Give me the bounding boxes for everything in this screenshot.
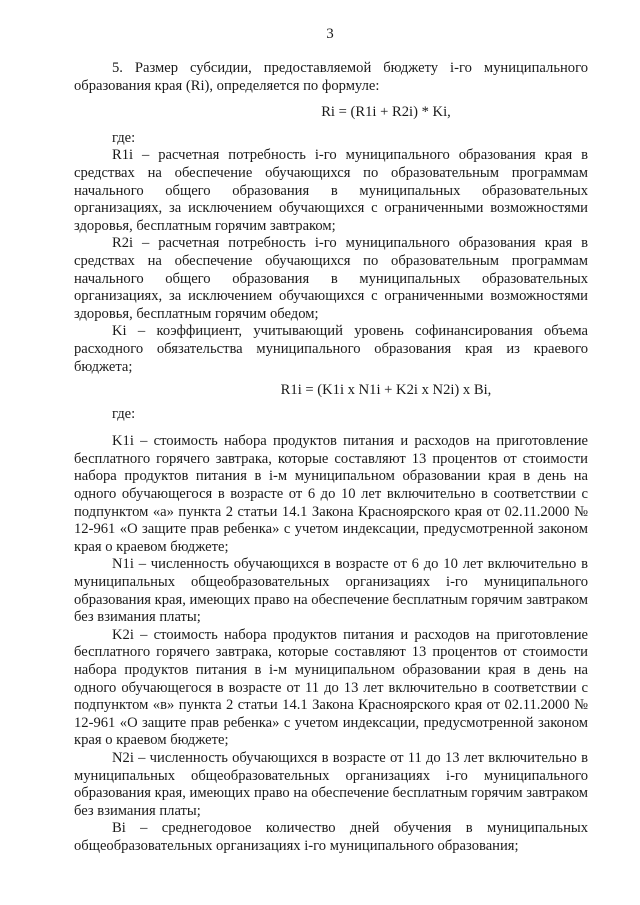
definition-r2i: R2i – расчетная потребность i-го муниципального образования края в средствах на обеспечение обучающихся по образовательным программам начального общего образования в муниципальных образовательных организациях, за исключением обучающихся с ограниченными возможностями здоровья, бесплатным горячим обедом; [74, 235, 588, 322]
definition-r1i: R1i – расчетная потребность i-го муниципального образования края в средствах на обеспечение обучающихся по образовательным программам начального общего образования в муниципальных образовательных организациях, за исключением обучающихся с ограниченными возможностями здоровья, бесплатным горячим завтраком; [74, 147, 588, 234]
definition-n1i: N1i – численность обучающихся в возрасте от 6 до 10 лет включительно в муниципальных общеобразовательных организациях i-го муниципального образования края, имеющих право на обеспечение бесплатным горячим завтраком без взимания платы; [74, 556, 588, 626]
definition-k1i: K1i – стоимость набора продуктов питания и расходов на приготовление бесплатного горячего завтрака, которые составляют 13 процентов от стоимости набора продуктов питания в i-м муниципальном образовании края в день на одного обучающегося в возрасте от 6 до 10 лет включительно в соответствии с подпунктом «а» пункта 2 статьи 14.1 Закона Красноярского края от 02.11.2000 № 12-961 «О защите прав ребенка» с учетом индексации, предусмотренной законом края о краевом бюджете; [74, 433, 588, 555]
definition-bi: Bi – среднегодовое количество дней обучения в муниципальных общеобразовательных организациях i-го муниципального образования; [74, 820, 588, 854]
definition-n2i: N2i – численность обучающихся в возрасте от 11 до 13 лет включительно в муниципальных общеобразовательных организациях i-го муниципального образования края, имеющих право на обеспечение бесплатным горячим завтраком без взимания платы; [74, 749, 588, 819]
where-label-1: где: [112, 129, 136, 146]
page-number: 3 [326, 26, 334, 42]
where-label-2: где: [112, 405, 136, 422]
formula-ri: Ri = (R1i + R2i) * Ki, [321, 104, 451, 121]
paragraph-subsidy-size: 5. Размер субсидии, предоставляемой бюджету i-го муниципального образования края (Ri), определяется по формуле: [74, 60, 588, 94]
definition-k2i: K2i – стоимость набора продуктов питания и расходов на приготовление бесплатного горячего завтрака, которые составляют 13 процентов от стоимости набора продуктов питания в i-м муниципальном образовании края в день на одного обучающегося в возрасте от 11 до 13 лет включительно в соответствии с подпунктом «в» пункта 2 статьи 14.1 Закона Красноярского края от 02.11.2000 № 12-961 «О защите прав ребенка» с учетом индексации, предусмотренной законом края о краевом бюджете; [74, 626, 588, 749]
definition-ki: Ki – коэффициент, учитывающий уровень софинансирования объема расходного обязательства муниципального образования края из краевого бюджета; [74, 323, 588, 375]
formula-r1i: R1i = (K1i x N1i + K2i x N2i) x Bi, [280, 382, 492, 399]
document-body [74, 60, 588, 856]
